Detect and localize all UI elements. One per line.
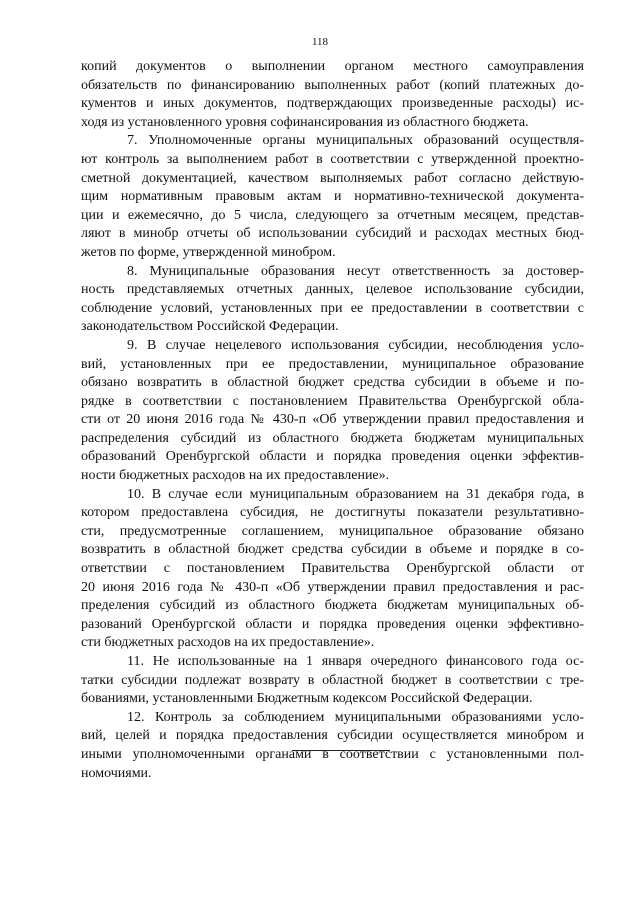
closing-rule: [292, 750, 390, 751]
body-text: [81, 58, 584, 783]
text-line: рядке в соответствии с постановлением Правительства Оренбургской обла-: [81, 393, 584, 409]
text-line: соблюдение условий, установленных при ее предоставлении в соответствии с: [81, 300, 584, 316]
text-line: образований Оренбургской области и порядка проведения оценки эффектив-: [81, 449, 584, 465]
text-line: вий, установленных при ее предоставлении, муниципальное образование: [81, 356, 584, 372]
text-line: ют контроль за выполнением работ в соответствии с утвержденной проектно-: [81, 151, 584, 167]
text-line: разований Оренбургской области и порядка проведения оценки эффективно-: [81, 616, 584, 632]
text-line: сти бюджетных расходов на их предоставление».: [81, 635, 375, 651]
text-line: ности бюджетных расходов на их предоставление».: [81, 468, 390, 484]
text-line: номочиями.: [81, 765, 152, 781]
text-line: сметной документацией, качеством выполняемых работ согласно действую-: [81, 170, 584, 186]
text-line: кументов и иных документов, подтверждающих произведенные расходы) ис-: [81, 96, 584, 112]
text-line: обязательств по финансированию выполненных работ (копий платежных до-: [81, 77, 584, 93]
text-line: щим нормативным правовым актам и нормативно-технической документа-: [81, 189, 584, 205]
page-number: 118: [311, 36, 329, 48]
text-line: ответствии с постановлением Правительства Оренбургской области от: [81, 561, 584, 577]
text-line: татки субсидии подлежат возврату в областной бюджет в соответствии с тре-: [81, 672, 584, 688]
text-line: сти от 20 июня 2016 года № 430-п «Об утверждении правил предоставления и: [81, 412, 584, 428]
text-line: жетов по форме, утвержденной минобром.: [81, 244, 336, 260]
text-line: законодательством Российской Федерации.: [81, 319, 339, 335]
text-line: ность представляемых отчетных данных, целевое использование субсидии,: [81, 282, 584, 298]
text-line: пределения субсидий из областного бюджета бюджетам муниципальных об-: [81, 598, 584, 614]
text-line: котором предоставлена субсидия, не достигнуты показатели результативно-: [81, 505, 584, 521]
text-line: 7. Уполномоченные органы муниципальных образований осуществля-: [127, 133, 584, 149]
text-line: ляют в минобр отчеты об использовании субсидий и расходах местных бюд-: [81, 226, 584, 242]
text-line: иными уполномоченными органами в соответствии с установленными пол-: [81, 746, 584, 762]
text-line: сти, предусмотренные соглашением, муниципальное образование обязано: [81, 523, 584, 539]
text-line: копий документов о выполнении органом местного самоуправления: [81, 59, 584, 74]
text-line: 20 июня 2016 года № 430-п «Об утверждении правил предоставления и рас-: [81, 579, 584, 595]
text-line: бованиями, установленными Бюджетным кодексом Российской Федерации.: [81, 691, 533, 707]
text-line: 12. Контроль за соблюдением муниципальными образованиями усло-: [127, 709, 584, 725]
text-line: ходя из установленного уровня софинансирования из областного бюджета.: [81, 114, 529, 130]
text-line: 9. В случае нецелевого использования субсидии, несоблюдения усло-: [127, 337, 584, 353]
text-line: 10. В случае если муниципальным образованием на 31 декабря года, в: [127, 486, 584, 502]
text-line: 11. Не использованные на 1 января очередного финансового года ос-: [127, 654, 584, 669]
text-line: возвратить в областной бюджет средства субсидии в объеме и порядке в со-: [81, 542, 584, 558]
text-line: ции и ежемесячно, до 5 числа, следующего за отчетным месяцем, представ-: [81, 207, 584, 223]
text-line: распределения субсидий из областного бюджета бюджетам муниципальных: [81, 430, 584, 446]
text-line: вий, целей и порядка предоставления субсидии осуществляется минобром и: [81, 728, 584, 744]
text-line: 8. Муниципальные образования несут ответственность за достовер-: [127, 263, 584, 279]
text-line: обязано возвратить в областной бюджет средства субсидии в объеме и по-: [81, 375, 584, 391]
